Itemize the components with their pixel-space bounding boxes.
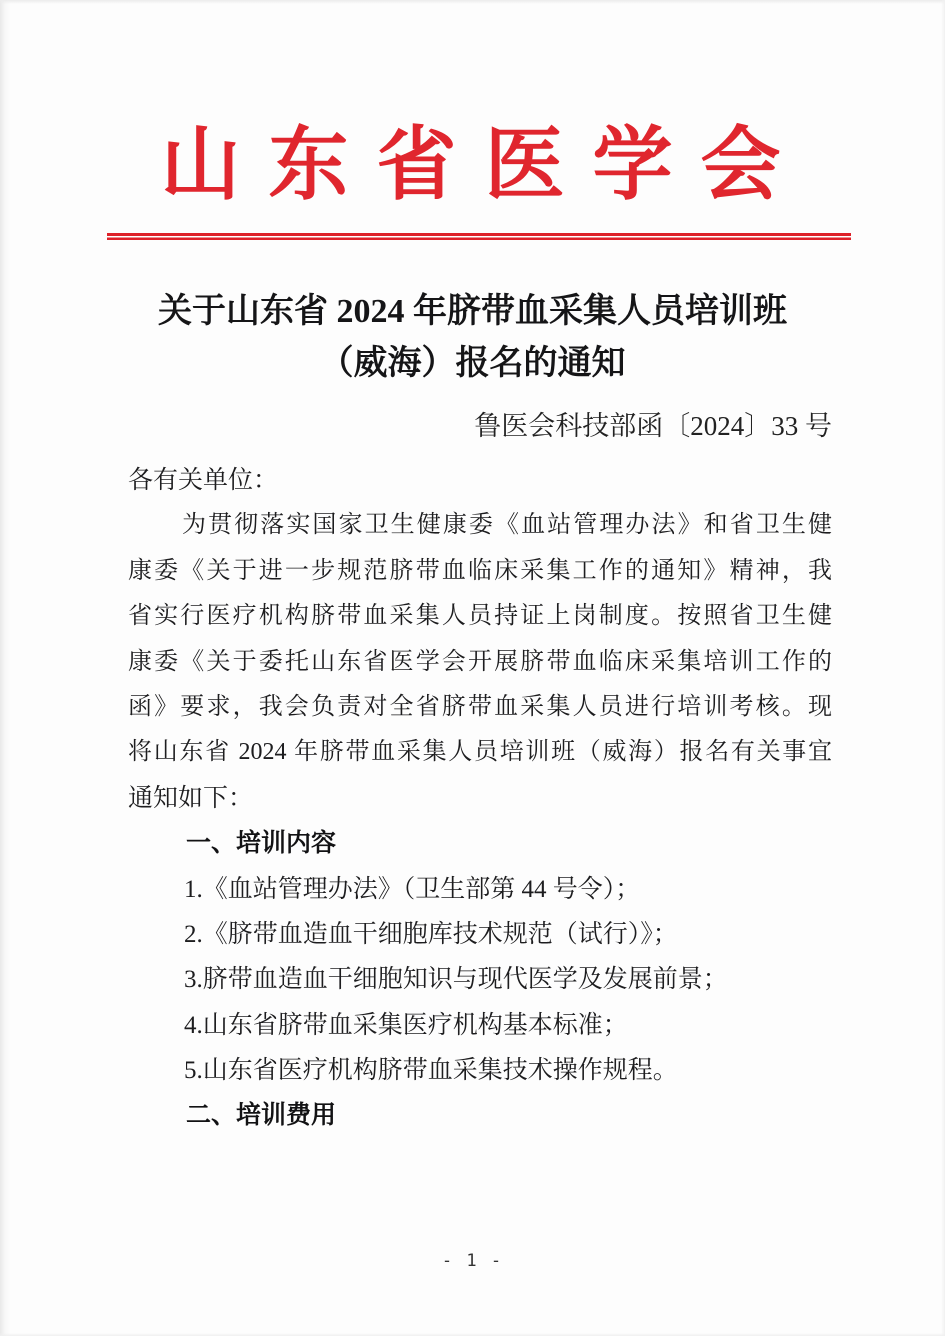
- red-separator-rule: [107, 233, 851, 240]
- document-body: [128, 458, 832, 1139]
- paragraph-line: 函》要求，我会负责对全省脐带血采集人员进行培训考核。现: [128, 693, 832, 720]
- list-item: 1.《血站管理办法》（卫生部第 44 号令）；: [184, 875, 641, 903]
- section-heading-training-content: 一、培训内容: [186, 829, 337, 858]
- list-item: 3.脐带血造血干细胞知识与现代医学及发展前景；: [184, 966, 728, 994]
- document-number: 鲁医会科技部函〔2024〕33 号: [474, 411, 832, 441]
- list-item: 4.山东省脐带血采集医疗机构基本标准；: [184, 1011, 628, 1039]
- paragraph-line: 省实行医疗机构脐带血采集人员持证上岗制度。按照省卫生健: [128, 603, 832, 630]
- list-item: 5.山东省医疗机构脐带血采集技术操作规程。: [184, 1057, 678, 1085]
- section-heading-training-fee: 二、培训费用: [186, 1101, 337, 1130]
- paragraph-line: 康委《关于进一步规范脐带血临床采集工作的通知》精神，我: [128, 557, 832, 584]
- salutation: 各有关单位：: [128, 467, 279, 494]
- paragraph-line: 为贯彻落实国家卫生健康委《血站管理办法》和省卫生健: [182, 512, 832, 539]
- document-title-line1: 关于山东省 2024 年脐带血采集人员培训班: [158, 293, 787, 330]
- document-title: [0, 286, 945, 390]
- paragraph-line: 通知如下：: [128, 784, 254, 812]
- paragraph-line: 康委《关于委托山东省医学会开展脐带血临床采集培训工作的: [128, 648, 832, 675]
- document-title-line2: （威海）报名的通知: [319, 345, 626, 382]
- list-item: 2.《脐带血造血干细胞库技术规范（试行）》；: [184, 920, 678, 948]
- paragraph-line: 将山东省 2024 年脐带血采集人员培训班（威海）报名有关事宜: [128, 739, 832, 766]
- page-number: - 1 -: [441, 1251, 504, 1271]
- organization-name: 山 东 省 医 学 会: [160, 122, 785, 210]
- scan-edge-top: [0, 0, 945, 4]
